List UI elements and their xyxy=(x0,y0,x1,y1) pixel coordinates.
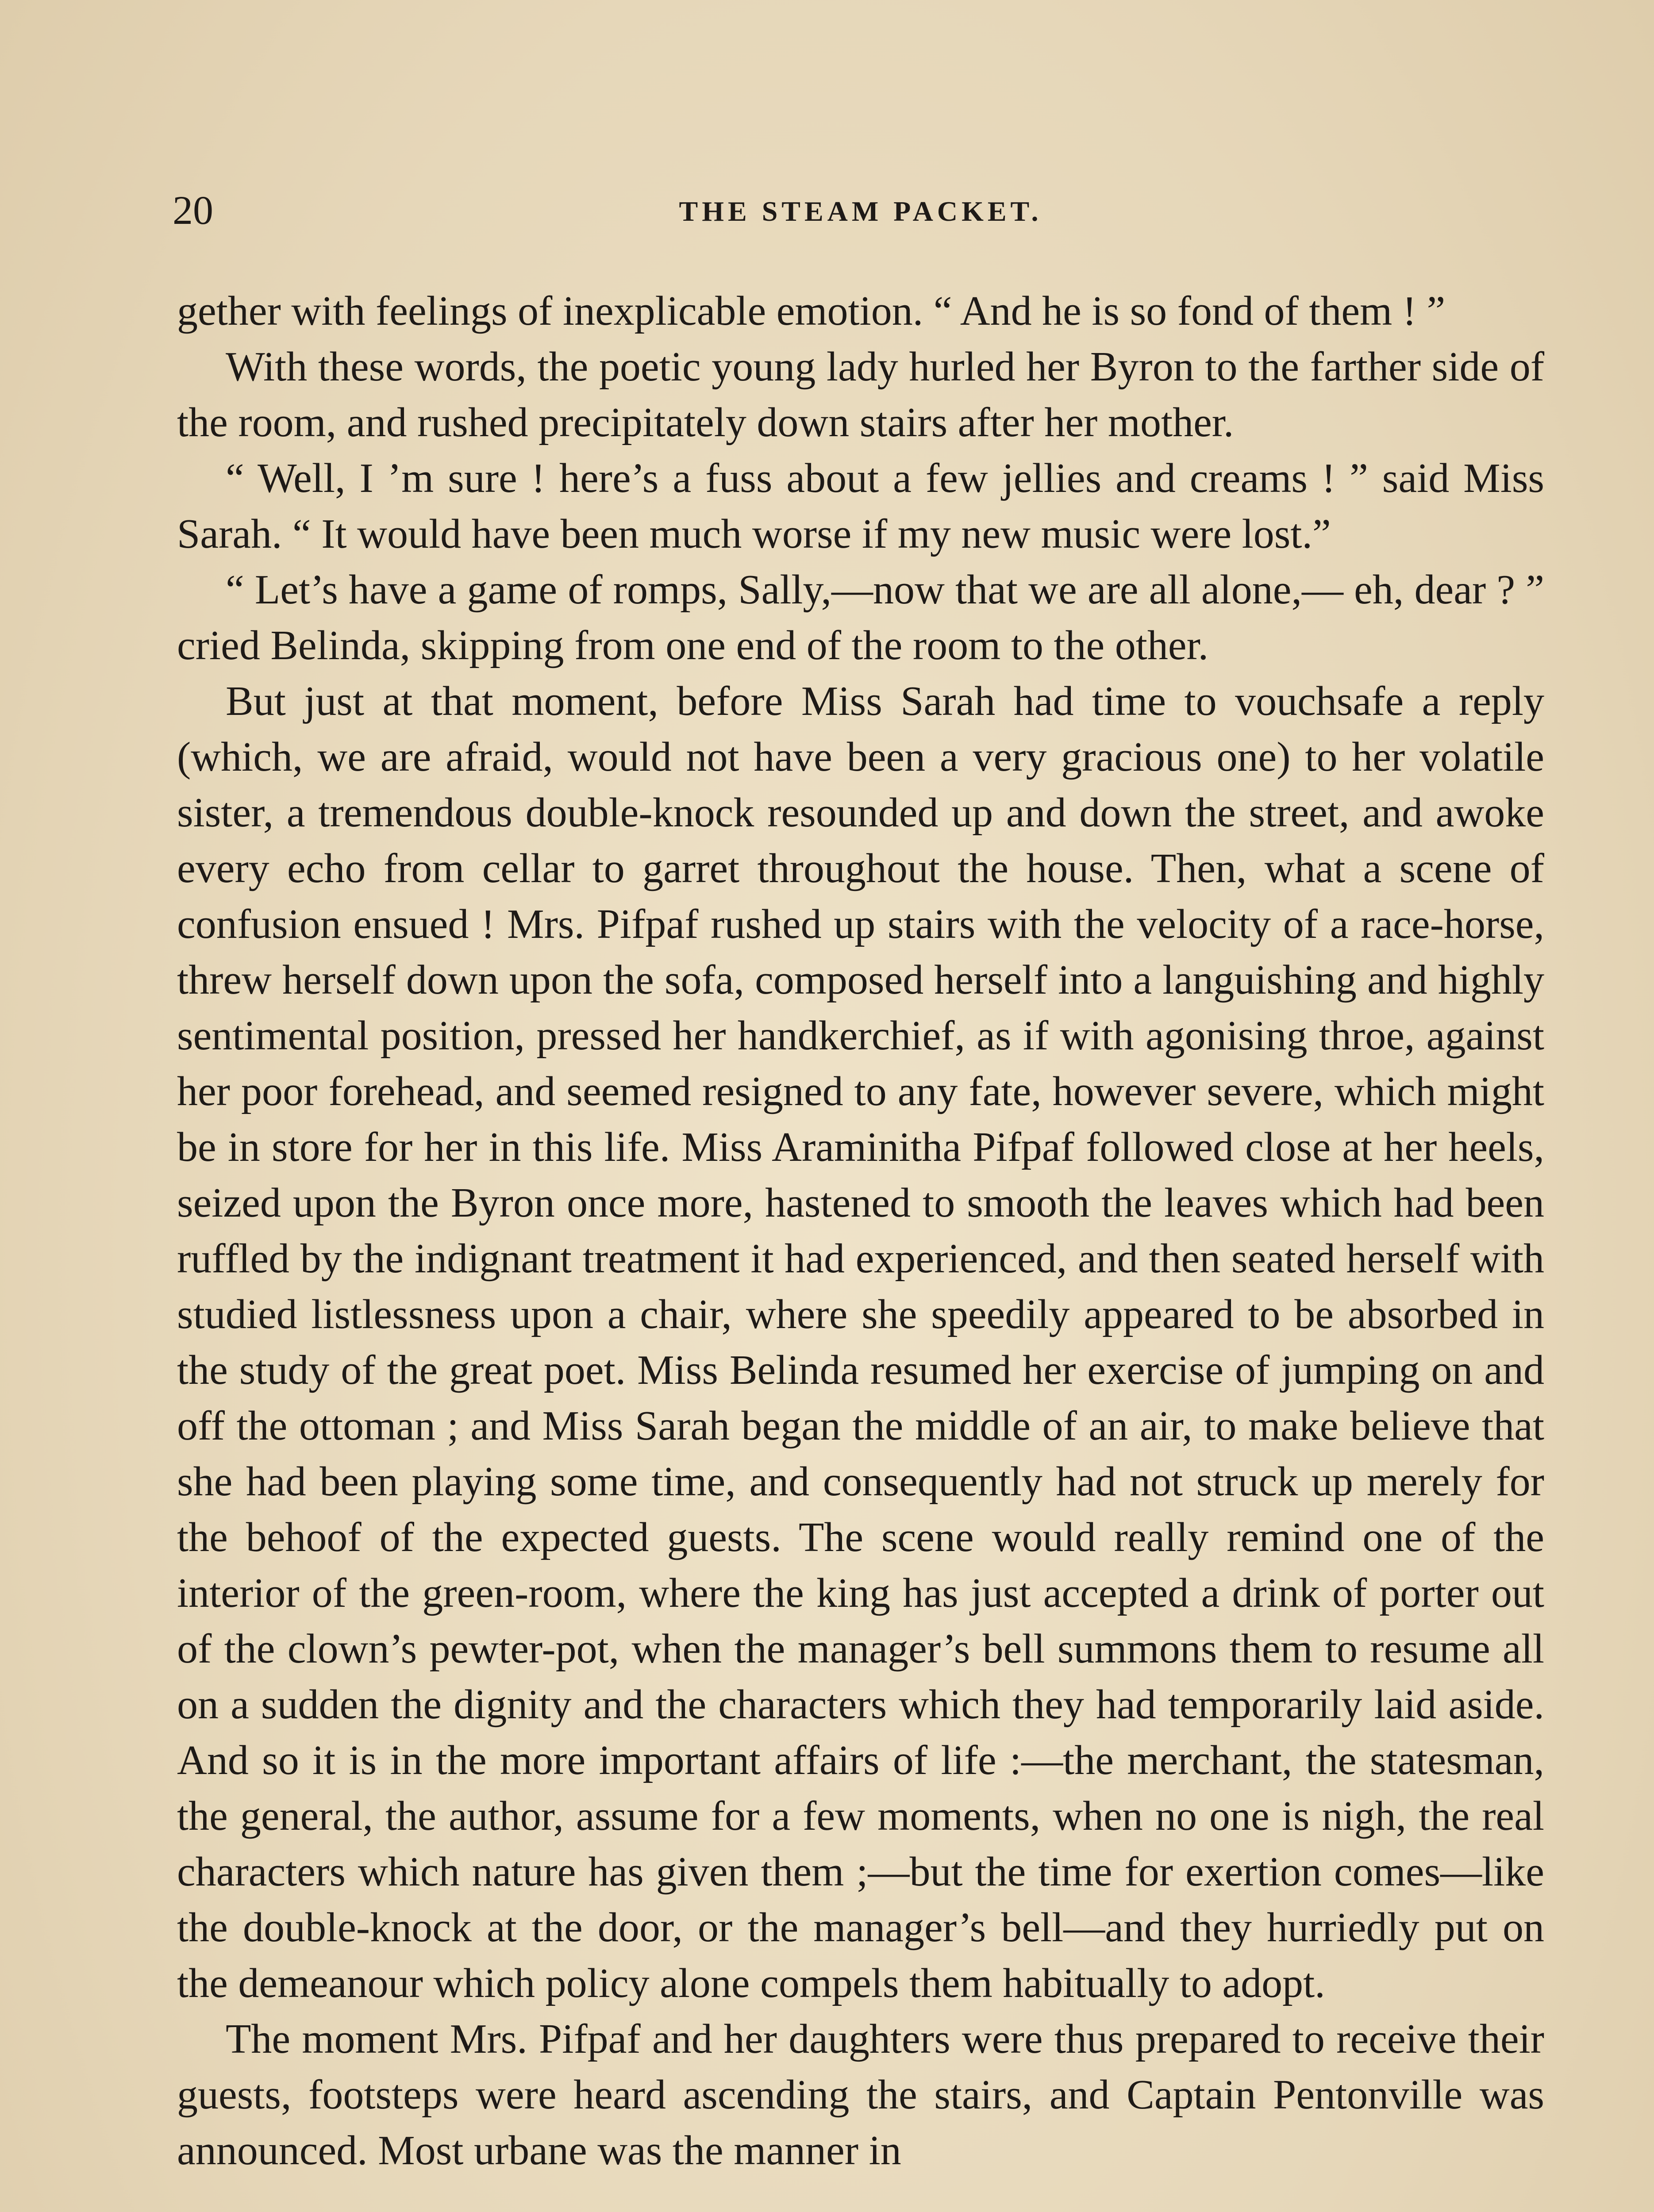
paragraph: “ Well, I ’m sure ! here’s a fuss about a few jellies and creams ! ” said Miss Sarah. “ It would have been much worse if my new music were lost.” xyxy=(177,455,1544,557)
paragraph: But just at that moment, before Miss Sarah had time to vouchsafe a reply (which, we are afraid, would not have been a very gracious one) to her volatile sister, a tremendous double-knock resounded up and down the street, and awoke every echo from cellar to garret throughout the house. Then, what a scene of confusion ensued ! Mrs. Pifpaf rushed up stairs with the velocity of a race-horse, threw herself down upon the sofa, composed herself into a languishing and highly sentimental position, pressed her handkerchief, as if with agonising throe, against her poor forehead, and seemed resigned to any fate, however severe, which might be in store for her in this life. Miss Araminitha Pifpaf followed close at her heels, seized upon the Byron once more, hastened to smooth the leaves which had been ruffled by the indignant treatment it had experienced, and then seated herself with studied listlessness upon a chair, where she speedily appeared to be absorbed in the study of the great poet. Miss Belinda resumed her exercise of jumping on and off the ottoman ; and Miss Sarah began the middle of an air, to make believe that she had been playing some time, and consequently had not struck up merely for the behoof of the expected guests. The scene would really remind one of the interior of the green-room, where the king has just accepted a drink of porter out of the clown’s pewter-pot, when the manager’s bell summons them to resume all on a sudden the dignity and the characters which they had temporarily laid aside. And so it is in the more important affairs of life :—the merchant, the statesman, the general, the author, assume for a few moments, when no one is nigh, the real characters which nature has given them ;—but the time for exertion comes—like the double-knock at the door, or the manager’s bell—and they hurriedly put on the demeanour which policy alone compels them habitually to adopt. xyxy=(177,678,1544,2006)
page-number: 20 xyxy=(173,188,213,233)
body-text xyxy=(177,283,1544,2178)
paragraph: gether with feelings of inexplicable emotion. “ And he is so fond of them ! ” xyxy=(177,288,1446,334)
paragraph: “ Let’s have a game of romps, Sally,—now that we are all alone,— eh, dear ? ” cried Belinda, skipping from one end of the room to the other. xyxy=(177,567,1544,668)
running-title: THE STEAM PACKET. xyxy=(679,196,1042,227)
paragraph: The moment Mrs. Pifpaf and her daughters were thus prepared to receive their guests, footsteps were heard ascending the stairs, and Captain Pentonville was announced. Most urbane was the manner in xyxy=(177,2016,1544,2174)
paragraph: With these words, the poetic young lady hurled her Byron to the farther side of the room, and rushed precipitately down stairs after her mother. xyxy=(177,344,1544,445)
page-header xyxy=(173,181,1549,239)
